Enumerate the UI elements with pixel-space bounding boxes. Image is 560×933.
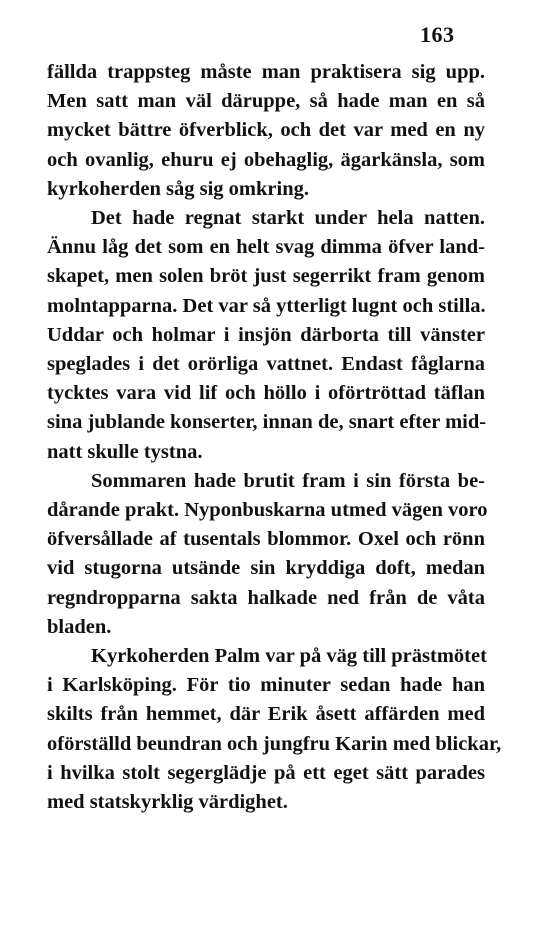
text-line: Men satt man väl däruppe, så hade man en så <box>47 90 485 113</box>
paragraph-2 <box>47 204 485 467</box>
text-line: öfversållade af tusentals blommor. Oxel och rönn <box>47 528 485 551</box>
text-line: i hvilka stolt segerglädje på ett eget sätt parades <box>47 761 485 784</box>
text-line: Ännu låg det som en helt svag dimma öfver land- <box>47 236 485 259</box>
paragraph-4 <box>47 642 502 817</box>
text-line: sina jublande konserter, innan de, snart efter mid- <box>47 411 487 434</box>
text-line: och ovanlig, ehuru ej obehaglig, ägarkänsla, som <box>47 148 485 171</box>
text-line: molntapparna. Det var så ytterligt lugnt och stilla. <box>47 294 486 317</box>
text-line: Uddar och holmar i insjön därborta till vänster <box>47 323 485 346</box>
text-line: Sommaren hade brutit fram i sin första be- <box>91 469 485 492</box>
text-line: Det hade regnat starkt under hela natten. <box>91 207 485 230</box>
text-line: mycket bättre öfverblick, och det var med en ny <box>47 119 485 142</box>
text-line: skilts från hemmet, där Erik åsett affärden med <box>47 703 485 726</box>
text-line: skapet, men solen bröt just segerrikt fram genom <box>47 265 485 288</box>
text-line: med statskyrklig värdighet. <box>47 791 288 814</box>
text-line: speglades i det orörliga vattnet. Endast fåglarna <box>47 353 485 376</box>
text-line: fällda trappsteg måste man praktisera sig upp. <box>47 61 485 83</box>
text-line: i Karlsköping. För tio minuter sedan hade han <box>47 674 485 697</box>
paragraph-3 <box>47 467 488 642</box>
text-line: natt skulle tystna. <box>47 440 203 463</box>
text-line: vid stugorna utsände sin kryddiga doft, medan <box>47 557 485 580</box>
text-line: bladen. <box>47 615 112 638</box>
text-line: oförställd beundran och jungfru Karin med blickar, <box>47 732 502 755</box>
paragraph-1 <box>47 58 485 204</box>
text-line: regndropparna sakta halkade ned från de våta <box>47 586 485 609</box>
body-text <box>47 58 502 817</box>
page-number: 163 <box>420 22 455 47</box>
text-line: tycktes vara vid lif och höllo i oförtröttad täflan <box>47 382 485 405</box>
text-line: Kyrkoherden Palm var på väg till prästmötet <box>91 645 487 668</box>
text-line: kyrkoherden såg sig omkring. <box>47 177 309 200</box>
text-line: dårande prakt. Nyponbuskarna utmed vägen voro <box>47 499 488 522</box>
